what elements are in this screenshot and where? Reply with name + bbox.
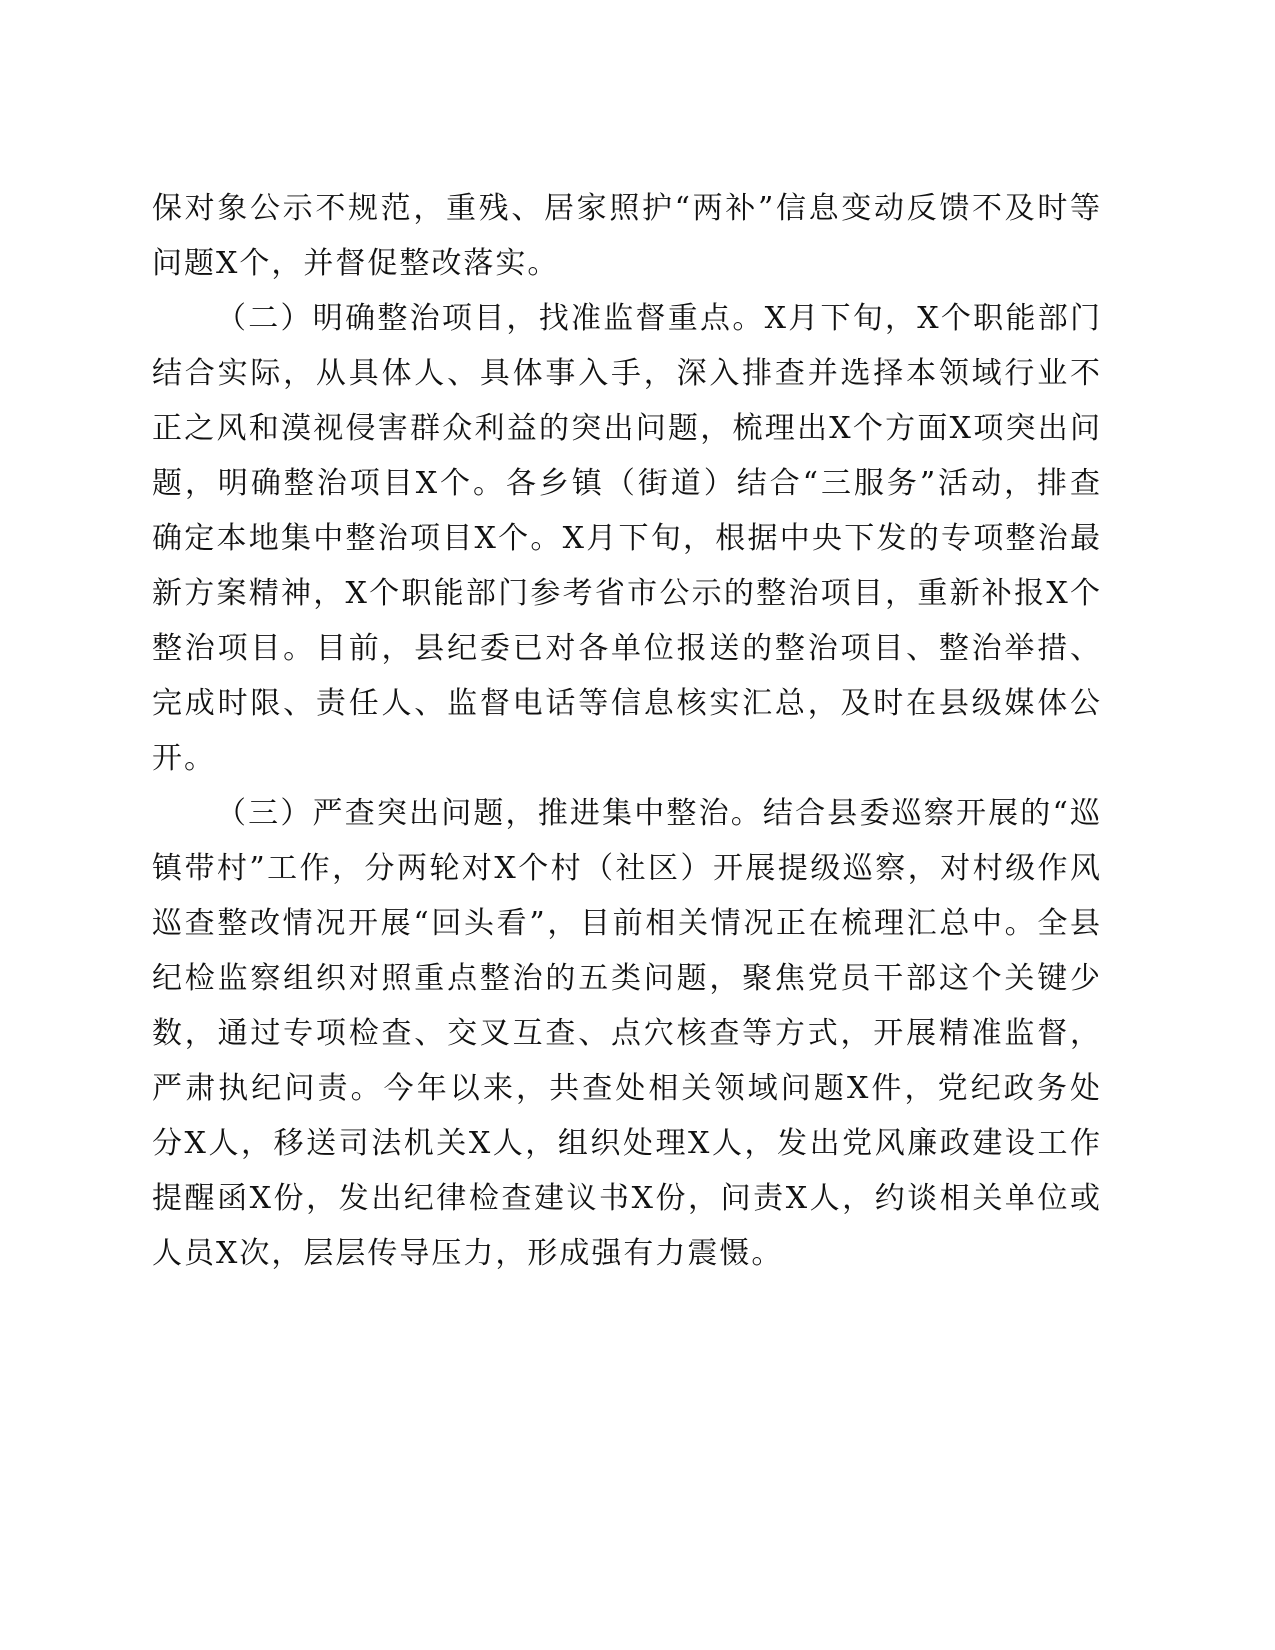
document-body xyxy=(152,181,1102,1281)
paragraph-section-three: （三）严查突出问题，推进集中整治。结合县委巡察开展的“巡镇带村”工作，分两轮对X个村（社区）开展提级巡察，对村级作风巡查整改情况开展“回头看”，目前相关情况正在梳理汇总中。全县纪检监察组织对照重点整治的五类问题，聚焦党员干部这个关键少数，通过专项检查、交叉互查、点穴核查等方式，开展精准监督，严肃执纪问责。今年以来，共查处相关领域问题X件，党纪政务处分X人，移送司法机关X人，组织处理X人，发出党风廉政建设工作提醒函X份，发出纪律检查建议书X份，问责X人，约谈相关单位或人员X次，层层传导压力，形成强有力震慑。 xyxy=(152,796,1102,1271)
paragraph-continuation: 保对象公示不规范，重残、居家照护“两补”信息变动反馈不及时等问题X个，并督促整改落实。 xyxy=(152,191,1102,281)
paragraph-section-two: （二）明确整治项目，找准监督重点。X月下旬，X个职能部门结合实际，从具体人、具体事入手，深入排查并选择本领域行业不正之风和漠视侵害群众利益的突出问题，梳理出X个方面X项突出问题，明确整治项目X个。各乡镇（街道）结合“三服务”活动，排查确定本地集中整治项目X个。X月下旬，根据中央下发的专项整治最新方案精神，X个职能部门参考省市公示的整治项目，重新补报X个整治项目。目前，县纪委已对各单位报送的整治项目、整治举措、完成时限、责任人、监督电话等信息核实汇总，及时在县级媒体公开。 xyxy=(152,301,1102,776)
